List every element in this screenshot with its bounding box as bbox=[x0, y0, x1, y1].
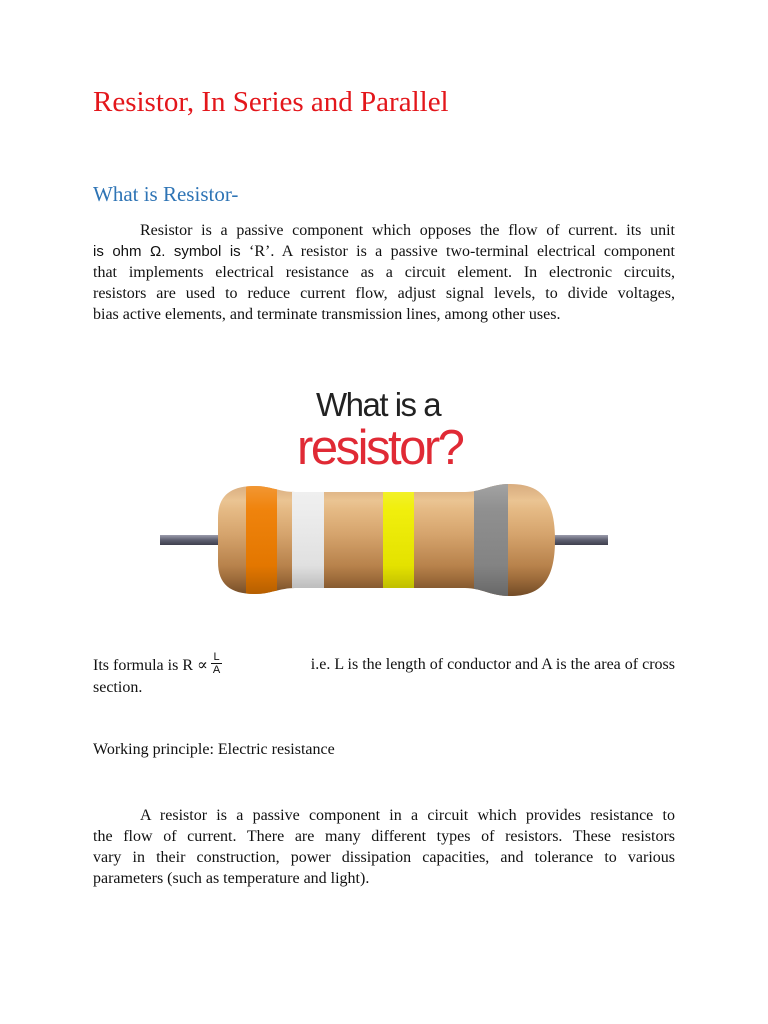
paragraph-line: parameters (such as temperature and light). bbox=[93, 870, 370, 887]
formula-prefix: Its formula is R ∝ bbox=[93, 657, 208, 675]
resistor-illustration bbox=[160, 368, 608, 602]
resistor-lead-right bbox=[552, 535, 608, 545]
paragraph-line: Resistor is a passive component which opposes the flow of current. its unit bbox=[140, 222, 675, 239]
paragraph-line: the flow of current. There are many different types of resistors. These resistors bbox=[93, 828, 675, 845]
figure-heading-line2: resistor? bbox=[297, 421, 463, 475]
paragraph-resistor-types bbox=[93, 805, 675, 889]
formula-denominator: A bbox=[212, 664, 221, 676]
resistor-lead-left bbox=[160, 535, 222, 545]
formula-left bbox=[93, 651, 225, 679]
paragraph-line bbox=[93, 241, 675, 262]
formula-fraction bbox=[211, 651, 222, 676]
paragraph-line: vary in their construction, power dissipation capacities, and tolerance to various bbox=[93, 849, 675, 866]
paragraph-line: that implements electrical resistance as a circuit element. In electronic circuits, bbox=[93, 264, 675, 281]
paragraph-line: resistors are used to reduce current flow, adjust signal levels, to divide voltages, bbox=[93, 285, 675, 302]
formula-numerator: L bbox=[211, 651, 222, 664]
paragraph-line: bias active elements, and terminate transmission lines, among other uses. bbox=[93, 306, 561, 323]
paragraph-line: A resistor is a passive component in a circuit which provides resistance to bbox=[140, 807, 675, 824]
paragraph-line-rest: ‘R’. A resistor is a passive two-terminal electrical component bbox=[240, 243, 675, 260]
figure-heading-line1: What is a bbox=[316, 386, 441, 423]
resistor-body bbox=[210, 478, 570, 602]
working-principle: Working principle: Electric resistance bbox=[93, 741, 335, 758]
section-heading-what-is-resistor: What is Resistor- bbox=[93, 182, 239, 206]
paragraph-resistor-definition bbox=[93, 220, 675, 325]
document-title: Resistor, In Series and Parallel bbox=[93, 86, 449, 118]
formula-suffix: i.e. L is the length of conductor and A is the area of cross bbox=[310, 656, 675, 673]
unit-symbol-text: is ohm Ω. symbol is bbox=[93, 243, 241, 260]
formula-continuation: section. bbox=[93, 679, 143, 696]
resistor-figure bbox=[160, 368, 608, 602]
